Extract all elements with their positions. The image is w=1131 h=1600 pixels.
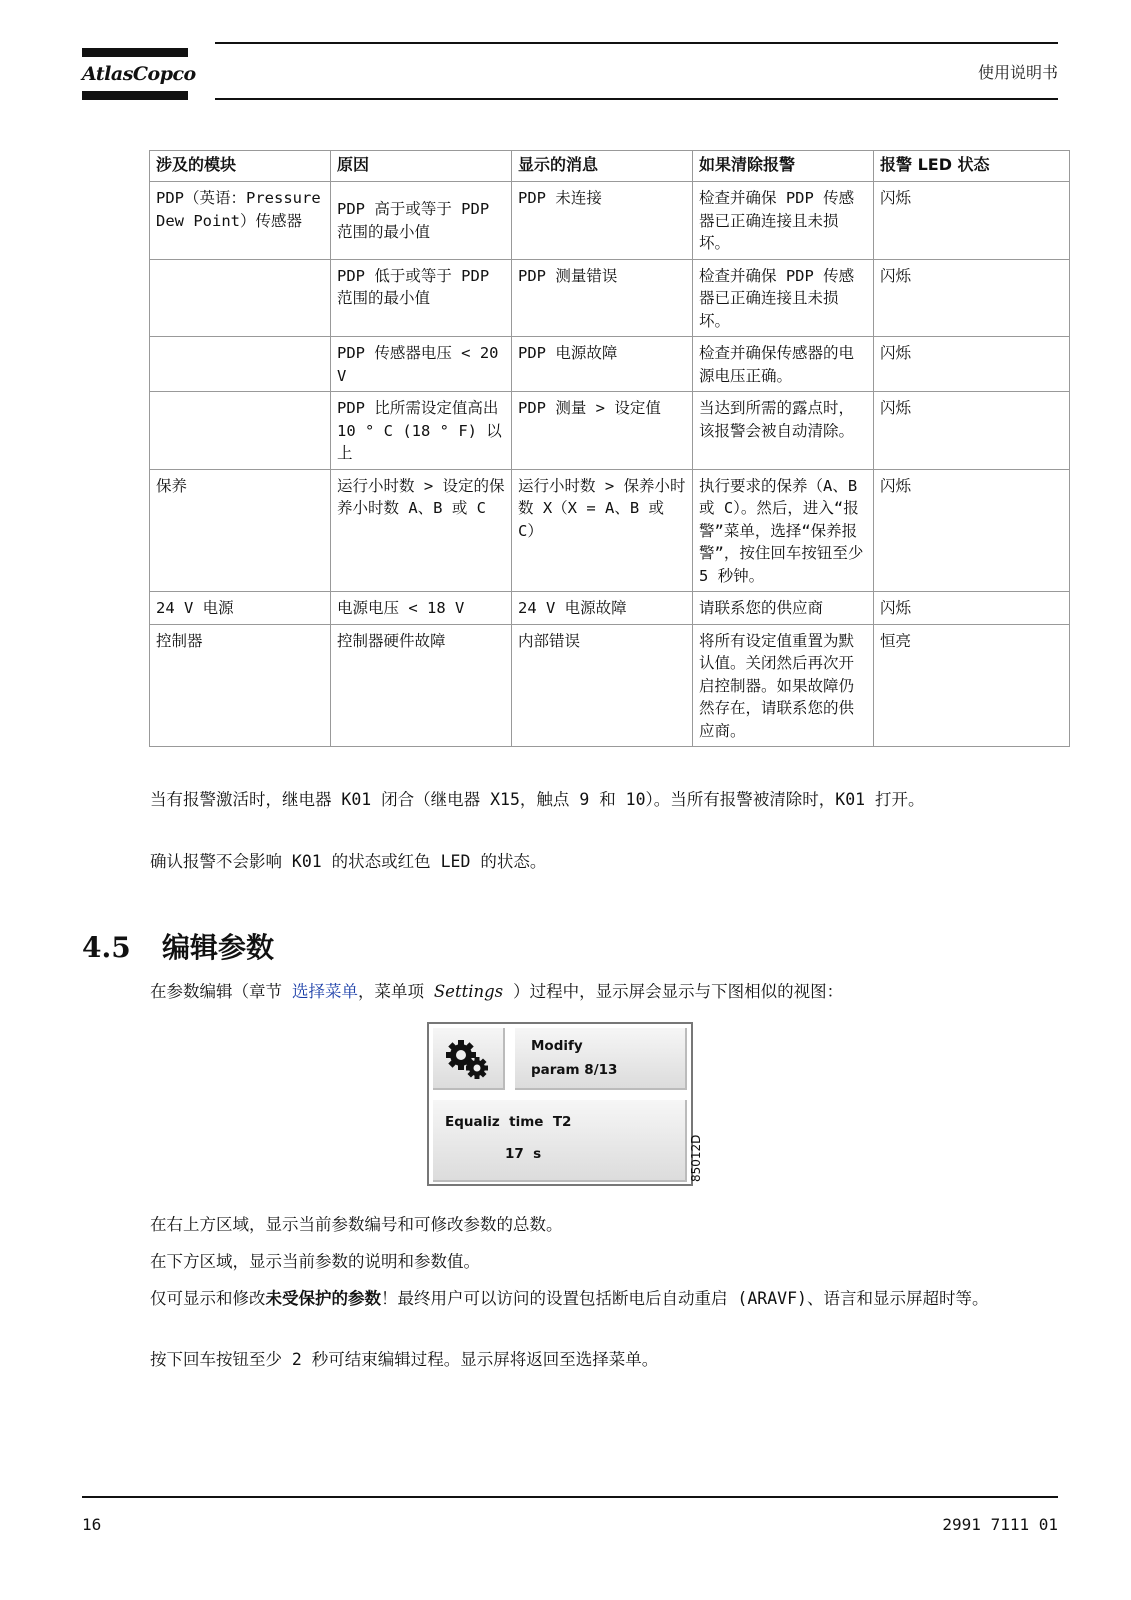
- table-header-row: [150, 151, 1070, 182]
- brand-name: AtlasCopco: [82, 63, 196, 85]
- table-cell: 检查并确保 PDP 传感器已正确连接且未损坏。: [693, 259, 874, 337]
- table-cell: PDP 低于或等于 PDP 范围的最小值: [331, 259, 512, 337]
- footer-rule: [82, 1496, 1058, 1498]
- table-cell: PDP 测量 > 设定值: [512, 392, 693, 470]
- table-cell: [150, 337, 331, 392]
- col-cause: 原因: [331, 151, 512, 182]
- note-exit: 按下回车按钮至少 2 秒可结束编辑过程。显示屏将返回至选择菜单。: [150, 1350, 659, 1369]
- intro-text: ，菜单项: [357, 982, 434, 1001]
- table-cell: 保养: [150, 469, 331, 592]
- table-cell: PDP 未连接: [512, 182, 693, 260]
- col-message: 显示的消息: [512, 151, 693, 182]
- table-cell: 闪烁: [874, 337, 1070, 392]
- note-lower: 在下方区域，显示当前参数的说明和参数值。: [150, 1252, 480, 1271]
- display-line-modify: Modify: [531, 1038, 583, 1054]
- note-text: 仅可显示和修改: [150, 1289, 266, 1308]
- display-param-value: 17 s: [505, 1146, 542, 1162]
- select-menu-link[interactable]: 选择菜单: [291, 982, 358, 1001]
- display-param-value-area: [433, 1100, 687, 1182]
- table-cell: 闪烁: [874, 469, 1070, 592]
- logo-bar-bottom: [82, 91, 188, 100]
- col-led: 报警 LED 状态: [874, 151, 1070, 182]
- table-cell: 控制器硬件故障: [331, 624, 512, 747]
- table-cell: 执行要求的保养（A、B 或 C）。然后，进入“报警”菜单，选择“保养报警”，按住回车按钮至少 5 秒钟。: [693, 469, 874, 592]
- table-cell: PDP 测量错误: [512, 259, 693, 337]
- table-cell: 运行小时数 > 设定的保养小时数 A、B 或 C: [331, 469, 512, 592]
- col-clear: 如果清除报警: [693, 151, 874, 182]
- section-heading: [82, 926, 274, 966]
- relay-paragraph: 当有报警激活时，继电器 K01 闭合（继电器 X15，触点 9 和 10）。当所有报警被清除时，K01 打开。: [150, 790, 925, 809]
- settings-menu-item: Settings: [433, 982, 504, 1001]
- page-number: 16: [82, 1515, 102, 1534]
- table-row: [150, 259, 1070, 337]
- table-cell: 闪烁: [874, 592, 1070, 625]
- table-row: [150, 624, 1070, 747]
- table-cell: 恒亮: [874, 624, 1070, 747]
- ack-paragraph: 确认报警不会影响 K01 的状态或红色 LED 的状态。: [150, 852, 547, 871]
- document-number: 2991 7111 01: [942, 1515, 1058, 1534]
- figure-code: 85012D: [689, 1134, 703, 1182]
- table-cell: PDP 比所需设定值高出 10 ° C (18 ° F) 以上: [331, 392, 512, 470]
- table-cell: 24 V 电源故障: [512, 592, 693, 625]
- alarm-table: [149, 150, 1070, 747]
- table-cell: 请联系您的供应商: [693, 592, 874, 625]
- section-intro: [150, 980, 1060, 1004]
- table-cell: 闪烁: [874, 392, 1070, 470]
- table-cell: 闪烁: [874, 182, 1070, 260]
- note-upper: 在右上方区域，显示当前参数编号和可修改参数的总数。: [150, 1215, 563, 1234]
- table-cell: PDP（英语：Pressure Dew Point）传感器: [150, 182, 331, 260]
- table-cell: [150, 392, 331, 470]
- display-param-name: Equaliz time T2: [445, 1114, 572, 1130]
- table-row: [150, 469, 1070, 592]
- table-row: [150, 337, 1070, 392]
- table-row: [150, 182, 1070, 260]
- gears-icon: [433, 1028, 505, 1090]
- table-cell: 检查并确保 PDP 传感器已正确连接且未损坏。: [693, 182, 874, 260]
- intro-text: ）过程中，显示屏会显示与下图相似的视图：: [503, 982, 844, 1001]
- logo-bar-top: [82, 48, 188, 57]
- display-icon-area: [433, 1028, 505, 1090]
- note-text: ！最终用户可以访问的设置包括断电后自动重启 (ARAVF)、语言和显示屏超时等。: [381, 1289, 989, 1308]
- table-cell: 24 V 电源: [150, 592, 331, 625]
- table-cell: 将所有设定值重置为默认值。关闭然后再次开启控制器。如果故障仍然存在，请联系您的供应商。: [693, 624, 874, 747]
- controller-display-figure: [427, 1022, 693, 1186]
- table-cell: PDP 高于或等于 PDP 范围的最小值: [331, 182, 512, 260]
- header-rule-bottom: [215, 98, 1058, 100]
- table-row: [150, 592, 1070, 625]
- note-unprotected: [150, 1287, 1060, 1311]
- table-cell: 检查并确保传感器的电源电压正确。: [693, 337, 874, 392]
- header-title: 使用说明书: [977, 63, 1058, 82]
- table-row: [150, 392, 1070, 470]
- brand-logo: [82, 48, 196, 100]
- section-title: 编辑参数: [162, 931, 275, 964]
- table-cell: PDP 电源故障: [512, 337, 693, 392]
- display-param-counter-area: [515, 1028, 687, 1090]
- display-line-param: param 8/13: [531, 1062, 618, 1078]
- table-cell: 内部错误: [512, 624, 693, 747]
- table-cell: [150, 259, 331, 337]
- note-emphasis: 未受保护的参数: [265, 1289, 381, 1308]
- header-rule-top: [215, 42, 1058, 44]
- col-module: 涉及的模块: [150, 151, 331, 182]
- intro-text: 在参数编辑（章节: [150, 982, 292, 1001]
- table-cell: 运行小时数 > 保养小时数 X（X = A、B 或 C）: [512, 469, 693, 592]
- table-cell: 闪烁: [874, 259, 1070, 337]
- table-cell: 控制器: [150, 624, 331, 747]
- section-number: 4.5: [82, 931, 131, 964]
- table-cell: 当达到所需的露点时，该报警会被自动清除。: [693, 392, 874, 470]
- table-cell: 电源电压 < 18 V: [331, 592, 512, 625]
- table-cell: PDP 传感器电压 < 20 V: [331, 337, 512, 392]
